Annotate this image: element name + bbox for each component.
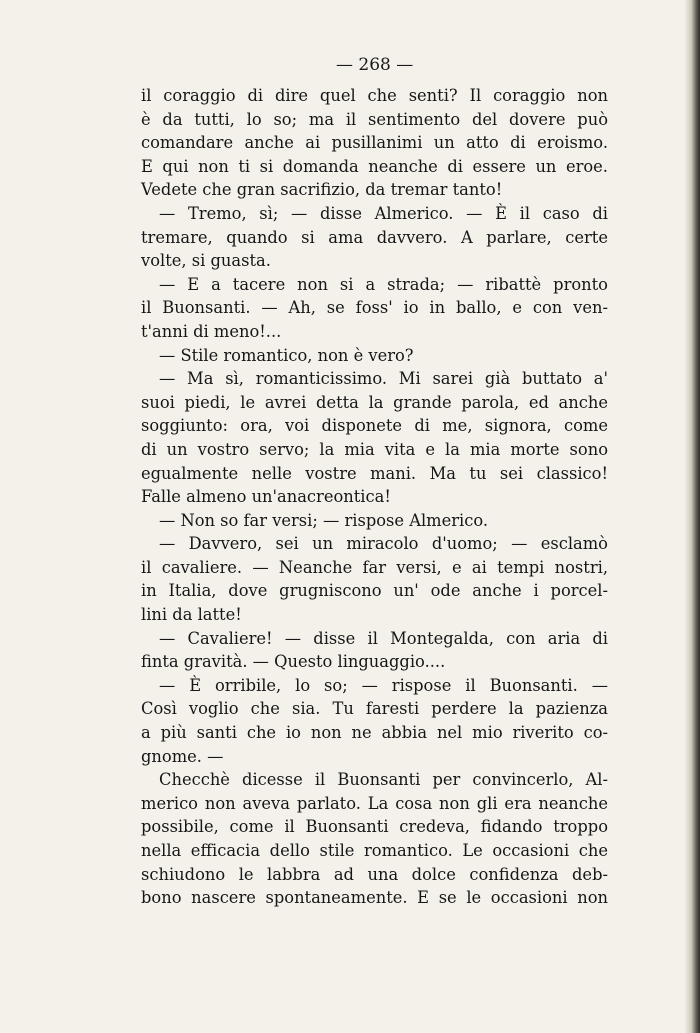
text-line: — Ma sì, romanticissimo. Mi sarei già buttato a' <box>159 369 608 389</box>
text-line: il cavaliere. — Neanche far versi, e ai tempi nostri, <box>141 557 608 577</box>
text-line: il Buonsanti. — Ah, se foss' io in ballo, e con ven- <box>141 298 608 318</box>
page-edge-shadow <box>684 0 700 1033</box>
text-line: — Davvero, sei un miracolo d'uomo; — esclamò <box>159 534 608 554</box>
text-line: Checchè dicesse il Buonsanti per convincerlo, Al- <box>159 770 608 790</box>
text-line: tremare, quando si ama davvero. A parlare, certe <box>141 227 608 247</box>
text-line: lini da latte! <box>141 605 242 625</box>
text-line: egualmente nelle vostre mani. Ma tu sei classico! <box>141 463 608 483</box>
text-line: — E a tacere non si a strada; — ribattè pronto <box>159 274 608 294</box>
text-line: nella efficacia dello stile romantico. Le occasioni che <box>141 841 608 860</box>
text-line: — Cavaliere! — disse il Montegalda, con aria di <box>159 628 608 648</box>
text-line: — Non so far versi; — rispose Almerico. <box>159 510 489 530</box>
text-line: gnome. — <box>141 746 224 766</box>
text-line: Così voglio che sia. Tu faresti perdere la pazienza <box>141 699 608 719</box>
text-line: comandare anche ai pusillanimi un atto di eroismo. <box>141 133 608 153</box>
text-line: finta gravità. — Questo linguaggio.... <box>141 652 446 672</box>
text-line: Falle almeno un'anacreontica! <box>141 487 391 507</box>
text-line: schiudono le labbra ad una dolce confidenza deb- <box>141 864 608 884</box>
text-line: suoi piedi, le avrei detta la grande parola, ed anche <box>141 392 608 412</box>
text-line: bono nascere spontaneamente. E se le occasioni non <box>141 888 608 908</box>
text-line: volte, si guasta. <box>141 251 271 271</box>
text-line: E qui non ti si domanda neanche di essere un eroe. <box>141 156 608 176</box>
text-line: di un vostro servo; la mia vita e la mia morte sono <box>141 439 608 459</box>
text-line: in Italia, dove grugniscono un' ode anche i porcel- <box>141 581 608 601</box>
text-line: t'anni di meno!... <box>141 321 282 341</box>
text-line: il coraggio di dire quel che senti? Il coraggio non <box>141 86 608 105</box>
text-line: possibile, come il Buonsanti credeva, fidando troppo <box>141 817 608 837</box>
text-line: — Stile romantico, non è vero? <box>159 345 414 365</box>
text-line: merico non aveva parlato. La cosa non gli era neanche <box>141 793 608 813</box>
text-line: soggiunto: ora, voi disponete di me, signora, come <box>141 416 608 436</box>
body-text <box>141 84 608 910</box>
text-line: è da tutti, lo so; ma il sentimento del dovere può <box>141 109 608 129</box>
text-line: — Tremo, sì; — disse Almerico. — È il caso di <box>159 203 608 223</box>
text-line: — È orribile, lo so; — rispose il Buonsanti. — <box>159 675 608 695</box>
text-line: a più santi che io non ne abbia nel mio riverito co- <box>141 723 608 743</box>
page-number: — 268 — <box>336 55 414 75</box>
text-line: Vedete che gran sacrifizio, da tremar tanto! <box>141 180 503 200</box>
